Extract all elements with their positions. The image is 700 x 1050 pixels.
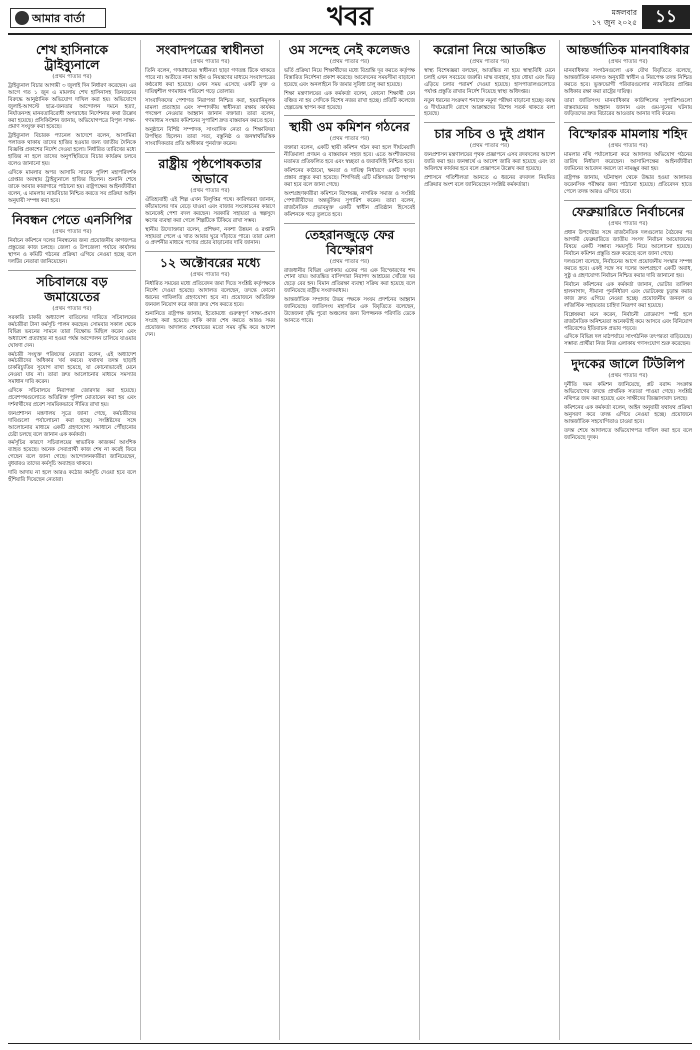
article-paragraph: নির্বাচন কমিশনে দলের নিবন্ধনের জন্য প্রয়োজনীয় কাগজপত্র প্রস্তুতের কাজ চলছে। জেলা ও উপজেলা পর্যায়ে কার্যালয় স্থাপন ও কমিটি গঠনের প্রক্রিয়া এগিয়ে নেওয়া হচ্ছে বলে দলটির নেতারা জানিয়েছেন।: [8, 238, 136, 266]
article-paragraph: প্রধান উপদেষ্টার সঙ্গে রাজনৈতিক দলগুলোর বৈঠকের পর আগামী ফেব্রুয়ারিতে জাতীয় সংসদ নির্বাচন আয়োজনের বিষয়ে একটি সম্ভাব্য সময়সূচি নিয়ে আলোচনা হয়েছে। নির্বাচন কমিশন প্রস্তুতি শুরু করেছে বলে জানা গেছে।: [564, 229, 692, 257]
issue-date: [585, 8, 637, 28]
column-5: [564, 40, 692, 1040]
article-paragraph: বক্তারা বলেন, একটি স্থায়ী কমিশন গঠন করা হলে দীর্ঘমেয়াদি নীতিমালা প্রণয়ন ও বাস্তবায়ন সহজ হবে। এতে অংশীজনদের মতামত প্রতিফলিত হবে এবং স্বচ্ছতা ও জবাবদিহি নিশ্চিত হবে।: [284, 145, 415, 166]
article-paragraph: নতুন ধরনের সংক্রমণ শনাক্তে নমুনা পরীক্ষা বাড়ানো হচ্ছে। বয়স্ক ও দীর্ঘমেয়াদি রোগে আক্রান্তদের বিশেষ সতর্ক থাকতে বলা হয়েছে।: [424, 97, 555, 118]
article-paragraph: শুনানিতে রাষ্ট্রপক্ষ জানায়, ইতোমধ্যে গুরুত্বপূর্ণ সাক্ষ্য-প্রমাণ সংগ্রহ করা হয়েছে। বাকি কাজ শেষ করতে আরও সময় প্রয়োজন। আদালত শেষবারের মতো সময় বৃদ্ধি করে আদেশ দেন।: [145, 310, 275, 338]
article: [284, 42, 415, 111]
article: [145, 255, 275, 338]
article-paragraph: অংশগ্রহণকারীরা কমিশনে বিশেষজ্ঞ, নাগরিক সমাজ ও সংশ্লিষ্ট পেশাজীবীদের অন্তর্ভুক্তির সুপারিশ করেন। তারা বলেন, রাজনৈতিক প্রভাবমুক্ত একটি স্বাধীন প্রতিষ্ঠান হিসেবেই কমিশনকে গড়ে তুলতে হবে।: [284, 190, 415, 218]
article-paragraph: মানবাধিকার সংগঠনগুলো এক যৌথ বিবৃতিতে বলেছে, আন্তর্জাতিক মানদণ্ড অনুযায়ী স্বাধীন ও নিরপেক্ষ তদন্ত নিশ্চিত করতে হবে। ভুক্তভোগী পরিবারগুলোর ন্যায়বিচার প্রাপ্তির অধিকার রক্ষা করা রাষ্ট্রের দায়িত্ব।: [564, 68, 692, 95]
article-byline: (প্রথম পাতার পর): [190, 272, 230, 279]
article-byline: (প্রথম পাতার পর): [608, 373, 648, 380]
article-paragraph: ট্রাইব্যুনাল বিচার আগামী ৩ জুলাই দিন নির্ধারণ করেছেন। এর আগে গত ১ জুন এ মামলায় শেখ হাসিনাসহ তিনজনের বিরুদ্ধে আনুষ্ঠানিক অভিযোগ দাখিল করা হয়। অভিযোগে জুলাই-আগস্টে ছাত্র-জনতার আন্দোলন দমনে হত্যা, নির্যাতনসহ মানবতাবিরোধী অপরাধের নির্দেশনার কথা উল্লেখ করা হয়েছে। প্রসিকিউশন জানায়, অভিযোগপত্রে বিপুল সাক্ষ্য-প্রমাণ সংযুক্ত করা হয়েছে।: [8, 83, 136, 131]
article-paragraph: জনপ্রশাসন মন্ত্রণালয় সূত্রে জানা গেছে, কর্মচারীদের দাবিগুলো পর্যালোচনা করা হচ্ছে। সংশ্লিষ্টদের সঙ্গে আলোচনার মাধ্যমে একটি গ্রহণযোগ্য সমাধানে পৌঁছানোর চেষ্টা চলছে বলে জানান এক কর্মকর্তা।: [8, 410, 136, 438]
article: [284, 119, 415, 218]
article-paragraph: কমিশনের কাঠামো, ক্ষমতা ও দায়িত্ব নির্ধারণে একটি খসড়া প্রস্তাব প্রস্তুত করা হয়েছে। শিগগিরই এটি মন্ত্রিসভায় উপস্থাপন করা হবে বলে জানা গেছে।: [284, 168, 415, 188]
article-headline: রাষ্ট্রীয় পৃষ্ঠপোষকতার অভাবে: [158, 155, 262, 186]
newspaper-logo: [10, 8, 106, 28]
article: [8, 274, 136, 484]
article-paragraph: মামলার নথি পর্যালোচনা করে আদালত অভিযোগ গঠনের তারিখ নির্ধারণ করেছেন। আসামিপক্ষের আইনজীবীরা জামিনের আবেদন করলে তা নামঞ্জুর করা হয়।: [564, 152, 692, 173]
article-paragraph: স্বাস্থ্য বিশেষজ্ঞরা বলছেন, আতঙ্কিত না হয়ে স্বাস্থ্যবিধি মেনে চলাই এখন সবচেয়ে জরুরি। মাস্ক ব্যবহার, হাত ধোয়া এবং ভিড় এড়িয়ে চলার পরামর্শ দেওয়া হয়েছে। হাসপাতালগুলোতে পর্যাপ্ত প্রস্তুতি রাখার নির্দেশ দিয়েছে স্বাস্থ্য অধিদপ্তর।: [424, 68, 555, 95]
logo-text: আমার বার্তা: [32, 12, 85, 25]
page-number: ১১: [642, 5, 690, 29]
article-headline: সচিবালয়ে বড় জমায়েতের: [36, 274, 108, 305]
article-byline: (প্রথম পাতার পর): [608, 220, 648, 227]
footer-rule: [8, 1043, 692, 1044]
issue-date-text: ১৭ জুন ২০২৫: [591, 18, 637, 27]
article-paragraph: স্থানীয় উদ্যোক্তারা বলেন, প্রশিক্ষণ, নকশা উন্নয়ন ও রপ্তানি সহায়তা পেলে এ খাত আবার ঘুরে দাঁড়াতে পারে। তারা মেলা ও প্রদর্শনীর মাধ্যমে পণ্যের প্রচার বাড়ানোর দাবি জানান।: [145, 226, 275, 247]
article-byline: (প্রথম পাতার পর): [608, 59, 648, 65]
article-paragraph: প্রশাসনে গতিশীলতা আনতে এ ধরনের রদবদল নিয়মিত প্রক্রিয়ার অংশ বলে জানিয়েছেন সংশ্লিষ্ট কর্মকর্তারা।: [424, 175, 555, 188]
article-headline: ওম সন্দেহ নেই কলেজও: [288, 42, 411, 57]
article-headline: ১২ অক্টোবরের মধ্যে: [159, 255, 261, 271]
article-paragraph: নির্বাচন কমিশনের এক কর্মকর্তা জানান, ভোটার তালিকা হালনাগাদ, সীমানা পুনর্নির্ধারণ এবং ভোটকেন্দ্র চূড়ান্ত করার কাজ দ্রুত এগিয়ে নেওয়া হচ্ছে। প্রয়োজনীয় জনবল ও লজিস্টিক সহায়তার চাহিদা নিরূপণ করা হয়েছে।: [564, 282, 692, 309]
article-paragraph: এদিকে মামলার অপর আসামি সাবেক পুলিশ মহাপরিদর্শক গ্রেপ্তার অবস্থায় ট্রাইব্যুনালে হাজির ছিলেন। শুনানি শেষে তাকে আবার কারাগারে পাঠানো হয়। রাষ্ট্রপক্ষের আইনজীবীরা বলেন, এ মামলায় ন্যায়বিচার নিশ্চিত করতে সব প্রক্রিয়া আইন অনুযায়ী সম্পন্ন করা হবে।: [8, 169, 136, 204]
article-paragraph: এদিকে সচিবালয়ে নিরাপত্তা জোরদার করা হয়েছে। প্রবেশপথগুলোতে অতিরিক্ত পুলিশ মোতায়েন করা হয় এবং দর্শনার্থীদের প্রবেশ সাময়িকভাবে সীমিত রাখা হয়।: [8, 388, 136, 408]
article-headline: চার সচিব ও দুই প্রধান: [434, 126, 545, 142]
column-2: [145, 40, 275, 1040]
article-byline: (প্রথম পাতার পর): [52, 74, 92, 80]
article-headline: করোনা নিয়ে আতঙ্কিত: [433, 42, 546, 57]
issue-day: মঙ্গলবার: [611, 8, 637, 17]
article-paragraph: রাজধানীর বিভিন্ন এলাকায় একের পর এক বিস্ফোরণের শব্দ শোনা যায়। আতঙ্কিত বাসিন্দারা নিরাপদ আশ্রয়ের খোঁজে ঘর ছেড়ে বের হন। বিমান প্রতিরক্ষা ব্যবস্থা সক্রিয় করা হয়েছে বলে জানিয়েছে রাষ্ট্রীয় সংবাদমাধ্যম।: [284, 267, 415, 295]
article-byline: (প্রথম পাতার পর): [329, 258, 370, 265]
article-paragraph: বিশ্লেষকরা মনে করেন, নির্বাচনী রোডম্যাপ স্পষ্ট হলে রাজনৈতিক অনিশ্চয়তা অনেকটাই কমে আসবে এবং বিনিয়োগ পরিবেশেও ইতিবাচক প্রভাব পড়বে।: [564, 311, 692, 332]
article-byline: (প্রথম পাতার পর): [469, 59, 510, 65]
article-paragraph: দাবি আদায় না হলে আরও কঠোর কর্মসূচি দেওয়া হবে বলে হুঁশিয়ারি দিয়েছেন নেতারা।: [8, 470, 136, 483]
article-byline: (প্রথম পাতার পর): [469, 143, 510, 150]
article: [424, 42, 555, 118]
article-paragraph: কমিশনের এক কর্মকর্তা বলেন, আইন অনুযায়ী যথাযথ প্রক্রিয়া অনুসরণ করে তদন্ত এগিয়ে নেওয়া হচ্ছে। প্রয়োজনে আন্তর্জাতিক সহযোগিতাও চাওয়া হবে।: [564, 405, 692, 425]
page-header: [0, 0, 700, 34]
article-paragraph: সাংবাদিকদের পেশাগত নিরাপত্তা নিশ্চিত করা, হয়রানিমূলক মামলা প্রত্যাহার এবং সম্পাদকীয় স্বাধীনতা রক্ষায় কার্যকর পদক্ষেপ নেওয়ার আহ্বান জানান বক্তারা। তারা বলেন, গণমাধ্যম সংস্কার কমিশনের সুপারিশ দ্রুত বাস্তবায়ন করতে হবে।: [145, 97, 275, 125]
article-paragraph: অনুষ্ঠানে বিশিষ্ট সম্পাদক, সাংবাদিক নেতা ও শিক্ষাবিদরা উপস্থিত ছিলেন। তারা সত্য, বস্তুনিষ্ঠ ও জনস্বার্থভিত্তিক সাংবাদিকতার প্রতি অঙ্গীকার পুনর্ব্যক্ত করেন।: [145, 127, 275, 148]
column-divider: [419, 40, 420, 1040]
column-divider: [140, 40, 141, 1040]
article-paragraph: সরকারি চাকরি অধ্যাদেশ বাতিলের দাবিতে সচিবালয়ের কর্মচারীরা টানা কর্মসূচি পালন করছেন। সোমবার সকাল থেকে বিভিন্ন ভবনের সামনে তারা বিক্ষোভ মিছিল করেন এবং অধ্যাদেশ প্রত্যাহার না হওয়া পর্যন্ত আন্দোলন চালিয়ে যাওয়ার ঘোষণা দেন।: [8, 315, 136, 349]
article-paragraph: তারা জাতিসংঘ মানবাধিকার কাউন্সিলের সুপারিশগুলো বাস্তবায়নের আহ্বান জানান এবং গুম-খুনের ঘটনায় জড়িতদের দ্রুত বিচারের আওতায় আনার দাবি করেন।: [564, 97, 692, 118]
article: [145, 42, 275, 148]
article: [564, 204, 692, 349]
article: [145, 156, 275, 247]
column-1: [8, 40, 136, 1040]
article-headline: শেখ হাসিনাকে ট্রাইব্যুনালে: [36, 42, 108, 72]
column-3: [284, 40, 415, 1040]
article-paragraph: দুর্নীতি দমন কমিশন জানিয়েছে, প্লট বরাদ্দ সংক্রান্ত অভিযোগের তদন্তে প্রাথমিক সত্যতা পাওয়া গেছে। সংশ্লিষ্ট নথিপত্র জব্দ করা হয়েছে এবং সাক্ষীদের জিজ্ঞাসাবাদ চলছে।: [564, 382, 692, 403]
article-headline: সংবাদপত্রের স্বাধীনতা: [156, 42, 264, 57]
article-paragraph: কর্মচারী সংযুক্ত পরিষদের নেতারা বলেন, এই অধ্যাদেশ কর্মচারীদের অধিকার খর্ব করবে। যথাযথ তদন্ত ছাড়াই চাকরিচ্যুতির সুযোগ রাখা হয়েছে, যা কোনোভাবেই মেনে নেওয়া যায় না। তারা দ্রুত আলোচনার মাধ্যমে সমস্যার সমাধান দাবি করেন।: [8, 351, 136, 386]
article-byline: (প্রথম পাতার পর): [608, 143, 648, 150]
article: [564, 126, 692, 195]
article-byline: (প্রথম পাতার পর): [190, 187, 230, 194]
article-paragraph: ট্রাইব্যুনাল বিচারক প্যানেল আদেশে বলেন, আসামিরা পলাতক থাকায় তাদের হাজির হওয়ার জন্য জাতীয় দৈনিকে বিজ্ঞপ্তি প্রকাশের নির্দেশ দেওয়া হলো। নির্ধারিত তারিখের মধ্যে হাজির না হলে তাদের অনুপস্থিতিতে বিচার কার্যক্রম চলবে বলেও জানানো হয়।: [8, 133, 136, 167]
section-title: খবর: [327, 2, 373, 32]
article: [8, 42, 136, 204]
article: [564, 42, 692, 118]
article-byline: (প্রথম পাতার পর): [52, 229, 92, 236]
column-divider: [559, 40, 560, 1040]
article-paragraph: ঐতিহ্যবাহী এই শিল্প এখন বিলুপ্তির পথে। কারিগররা জানান, কাঁচামালের দাম বেড়ে যাওয়া এবং বাজার সংকোচনের কারণে অনেকেই পেশা বদল করছেন। সরকারি সহায়তা ও স্বল্পসুদে ঋণের ব্যবস্থা করা গেলে শিল্পটিকে টিকিয়ে রাখা সম্ভব।: [145, 196, 275, 224]
article-headline: আন্তর্জাতিক মানবাধিকার: [566, 42, 690, 57]
article-paragraph: শিক্ষা মন্ত্রণালয়ের এক কর্মকর্তা বলেন, কোনো শিক্ষার্থী যেন বঞ্চিত না হয় সেদিকে বিশেষ নজর রাখা হচ্ছে। প্রতিটি কলেজে হেল্পডেস্ক স্থাপন করা হয়েছে।: [284, 90, 415, 111]
article: [8, 212, 136, 266]
article-headline: ফেব্রুয়ারিতে নির্বাচনের: [571, 203, 685, 219]
article-headline: তেহরানজুড়ে ফের বিস্ফোরণ: [304, 226, 395, 257]
article-paragraph: তিনি বলেন, গণমাধ্যমের স্বাধীনতা ছাড়া গণতন্ত্র টিকে থাকতে পারে না। অতীতে নানা আইন ও নিয়ন্ত্রণের মাধ্যমে সংবাদপত্রের কণ্ঠরোধ করা হয়েছে। এখন সময় এসেছে একটি মুক্ত ও দায়িত্বশীল গণমাধ্যম পরিবেশ গড়ে তোলার।: [145, 68, 275, 95]
header-rule: [8, 33, 692, 35]
article-byline: (প্রথম পাতার পর): [52, 306, 92, 313]
column-4: [424, 40, 555, 1040]
article: [424, 126, 555, 189]
article-paragraph: আন্তর্জাতিক সম্প্রদায় উভয় পক্ষকে সংযম প্রদর্শনের আহ্বান জানিয়েছে। জাতিসংঘ মহাসচিব এক বিবৃতিতে বলেছেন, উত্তেজনা বৃদ্ধি পুরো অঞ্চলের জন্য বিপজ্জনক পরিণতি ডেকে আনতে পারে।: [284, 297, 415, 324]
article-headline: স্থায়ী ওম কমিশন গঠনের: [289, 119, 410, 135]
article-byline: (প্রথম পাতার পর): [190, 59, 230, 65]
logo-icon: [15, 11, 29, 25]
article-paragraph: কর্মসূচির কারণে সচিবালয়ের স্বাভাবিক কাজকর্ম আংশিক ব্যাহত হয়েছে। অনেক সেবাপ্রার্থী কাজ শেষ না করেই ফিরে গেছেন বলে জানা গেছে। আন্দোলনকারীরা জানিয়েছেন, বুধবারও তাদের কর্মসূচি অব্যাহত থাকবে।: [8, 440, 136, 468]
article-paragraph: রাষ্ট্রপক্ষ জানায়, ঘটনাস্থল থেকে উদ্ধার হওয়া আলামত ফরেনসিক পরীক্ষার জন্য পাঠানো হয়েছে। প্রতিবেদন হাতে পেলে তদন্ত আরও এগিয়ে যাবে।: [564, 175, 692, 195]
article-headline: দুদকের জালে টিউলিপ: [571, 356, 685, 372]
article-headline: বিস্ফোরক মামলায় শহিদ: [568, 126, 688, 142]
article-paragraph: জনপ্রশাসন মন্ত্রণালয়ের পৃথক প্রজ্ঞাপনে এসব রদবদলের আদেশ জারি করা হয়। জনস্বার্থে এ আদেশ জারি করা হয়েছে এবং তা অবিলম্বে কার্যকর হবে বলে প্রজ্ঞাপনে উল্লেখ করা হয়েছে।: [424, 152, 555, 173]
article-paragraph: দলগুলো বলেছে, নির্বাচনের আগে প্রয়োজনীয় সংস্কার সম্পন্ন করতে হবে। একই সঙ্গে সব দলের অংশগ্রহণে একটি অবাধ, সুষ্ঠু ও গ্রহণযোগ্য নির্বাচন নিশ্চিত করার দাবি জানানো হয়।: [564, 259, 692, 280]
article-paragraph: এদিকে বিভিন্ন দল মাঠপর্যায়ে সাংগঠনিক তৎপরতা বাড়িয়েছে। সম্ভাব্য প্রার্থীরা নিজ নিজ এলাকায় গণসংযোগ শুরু করেছেন।: [564, 334, 692, 348]
article-paragraph: তদন্ত শেষে আদালতে অভিযোগপত্র দাখিল করা হবে বলে জানিয়েছে দুদক।: [564, 427, 692, 441]
article-paragraph: নির্ধারিত সময়ের মধ্যে প্রতিবেদন জমা দিতে সংশ্লিষ্ট কর্তৃপক্ষকে নির্দেশ দেওয়া হয়েছে। আদালত বলেছেন, তদন্তে কোনো ধরনের গাফিলতি গ্রহণযোগ্য হবে না। প্রয়োজনে অতিরিক্ত জনবল নিয়োগ করে কাজ দ্রুত শেষ করতে হবে।: [145, 281, 275, 309]
article-paragraph: ভর্তি প্রক্রিয়া নিয়ে শিক্ষার্থীদের মধ্যে বিভ্রান্তি দূর করতে কর্তৃপক্ষ বিস্তারিত নির্দেশনা প্রকাশ করেছে। আবেদনের সময়সীমা বাড়ানো হয়েছে এবং অনলাইনে ফি জমার সুবিধা চালু করা হয়েছে।: [284, 68, 415, 88]
article-byline: (প্রথম পাতার পর): [329, 136, 370, 143]
article-headline: নিবন্ধন পেতে এনসিপির: [12, 212, 132, 228]
article: [284, 227, 415, 325]
article: [564, 356, 692, 441]
article-byline: (প্রথম পাতার পর): [329, 59, 370, 65]
column-divider: [279, 40, 280, 1040]
